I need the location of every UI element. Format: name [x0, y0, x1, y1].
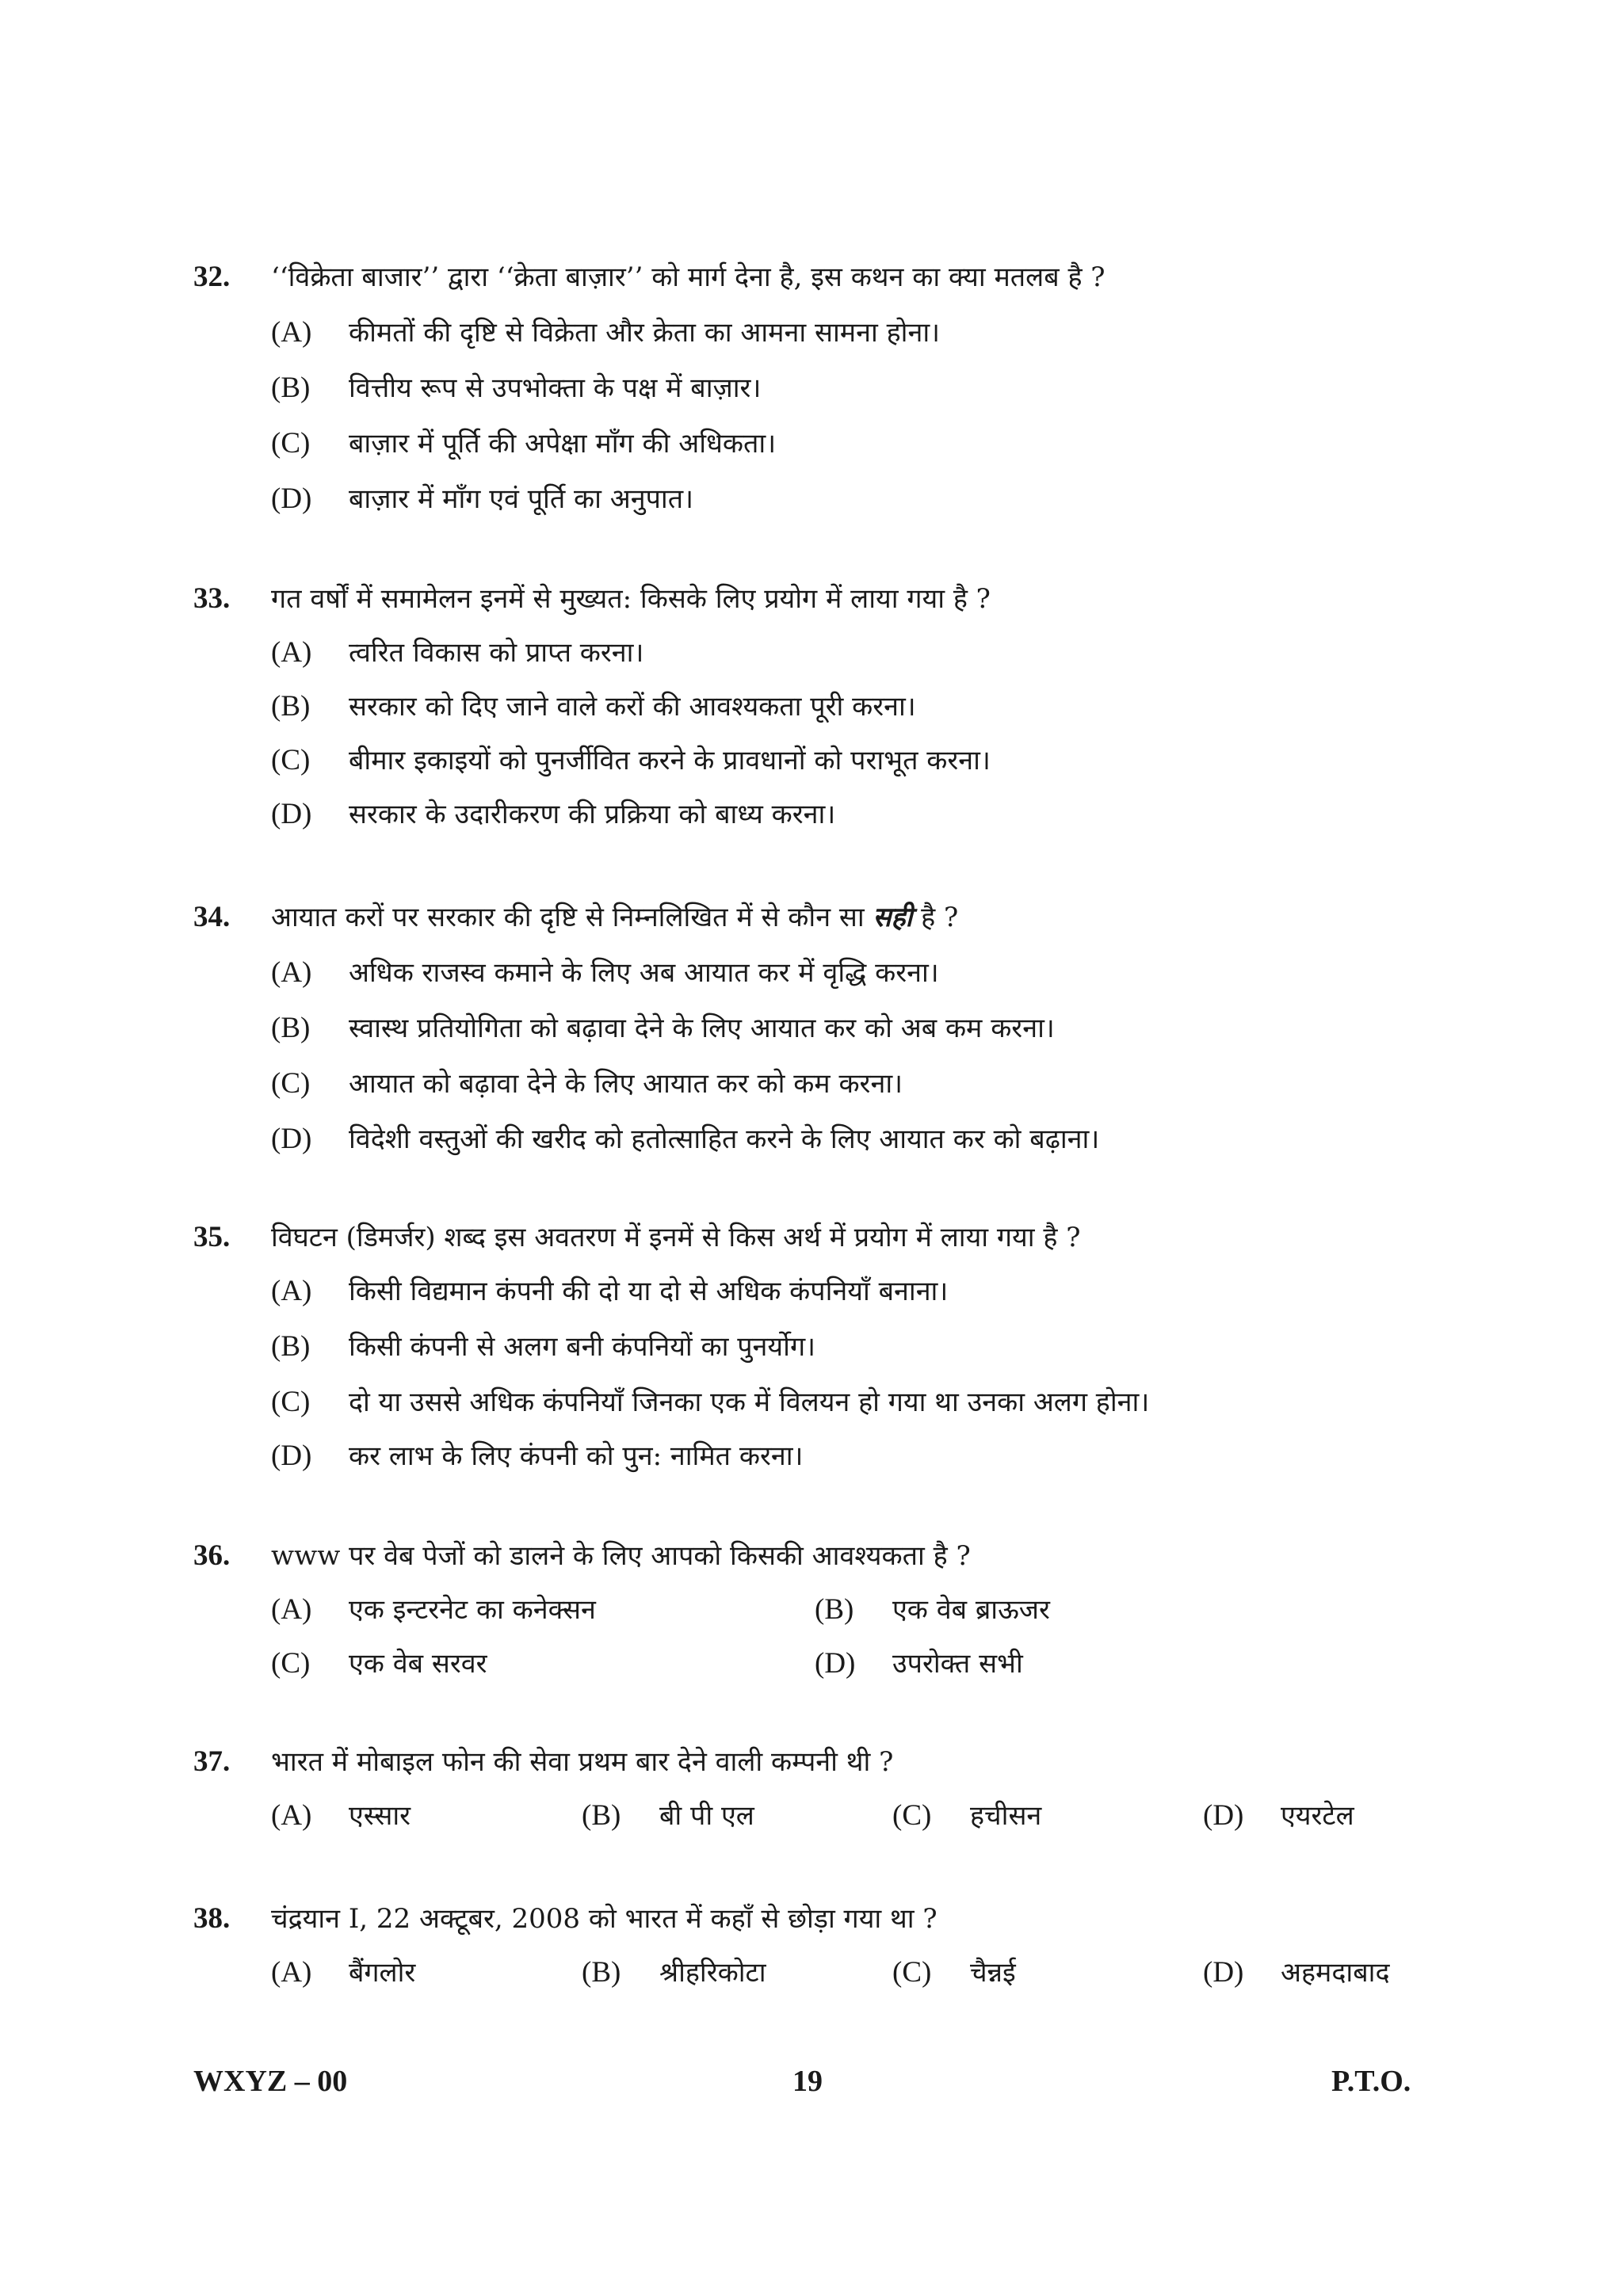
question-text: www पर वेब पेजों को डालने के लिए आपको किसकी आवश्यकता है ?: [271, 1540, 971, 1572]
question-text: ‘‘विक्रेता बाजार’’ द्वारा ‘‘क्रेता बाज़ार’’ को मार्ग देना है, इस कथन का क्या मतलब है ?: [271, 261, 1106, 293]
option-label: (C): [892, 1956, 932, 1989]
option-text: एस्सार: [349, 1800, 411, 1832]
option-label: (A): [271, 316, 312, 349]
question-number: 37.: [193, 1745, 231, 1778]
question-text: गत वर्षों में समामेलन इनमें से मुख्यत: किसके लिए प्रयोग में लाया गया है ?: [271, 583, 991, 615]
option-label: (A): [271, 1275, 312, 1307]
option-text: किसी विद्यमान कंपनी की दो या दो से अधिक कंपनियाँ बनाना।: [349, 1276, 949, 1307]
option-text: बाज़ार में माँग एवं पूर्ति का अनुपात।: [349, 483, 693, 515]
option-label: (B): [271, 372, 311, 404]
option-text: श्रीहरिकोटा: [659, 1957, 766, 1989]
option-label: (D): [271, 482, 312, 515]
option-text: वित्तीय रूप से उपभोक्ता के पक्ष में बाज़ार।: [349, 372, 762, 404]
page-number: 19: [792, 2065, 823, 2098]
question-number: 34.: [193, 901, 231, 933]
option-text: आयात को बढ़ावा देने के लिए आयात कर को कम करना।: [349, 1068, 903, 1100]
option-label: (C): [271, 1647, 311, 1680]
option-label: (B): [582, 1799, 621, 1832]
option-label: (D): [271, 798, 312, 830]
option-label: (C): [271, 1067, 311, 1100]
option-label: (B): [271, 1012, 311, 1044]
option-text: बी पी एल: [659, 1800, 754, 1832]
option-text: एक वेब ब्राऊजर: [892, 1594, 1050, 1626]
question-text: चंद्रयान I, 22 अक्टूबर, 2008 को भारत में कहाँ से छोड़ा गया था ?: [271, 1903, 938, 1935]
question-number: 36.: [193, 1539, 231, 1572]
option-label: (B): [815, 1593, 854, 1626]
option-label: (A): [271, 1956, 312, 1989]
question-text: [271, 900, 958, 935]
option-text: किसी कंपनी से अलग बनी कंपनियों का पुनर्योग।: [349, 1331, 815, 1363]
option-text: बैंगलोर: [349, 1957, 416, 1989]
option-label: (B): [271, 1330, 311, 1363]
option-text: एयरटेल: [1281, 1800, 1354, 1832]
option-label: (D): [1203, 1799, 1244, 1832]
option-text: सरकार के उदारीकरण की प्रक्रिया को बाध्य करना।: [349, 799, 836, 830]
question-number: 38.: [193, 1902, 231, 1935]
option-label: (A): [271, 1799, 312, 1832]
option-label: (C): [271, 744, 311, 776]
question-text: भारत में मोबाइल फोन की सेवा प्रथम बार देने वाली कम्पनी थी ?: [271, 1746, 894, 1778]
option-text: बाज़ार में पूर्ति की अपेक्षा माँग की अधिकता।: [349, 428, 777, 460]
option-label: (D): [271, 1440, 312, 1472]
option-text: अधिक राजस्व कमाने के लिए अब आयात कर में वृद्धि करना।: [349, 957, 939, 989]
question-number: 33.: [193, 582, 231, 615]
option-label: (B): [271, 690, 311, 723]
option-text: बीमार इकाइयों को पुनर्जीवित करने के प्रावधानों को पराभूत करना।: [349, 745, 991, 776]
question-number: 35.: [193, 1221, 231, 1253]
option-text: चैन्नई: [970, 1957, 1016, 1989]
question-text: विघटन (डिमर्जर) शब्द इस अवतरण में इनमें से किस अर्थ में प्रयोग में लाया गया है ?: [271, 1222, 1081, 1253]
paper-code: WXYZ – 00: [193, 2065, 348, 2098]
option-text: विदेशी वस्तुओं की खरीद को हतोत्साहित करने के लिए आयात कर को बढ़ाना।: [349, 1123, 1100, 1155]
option-label: (B): [582, 1956, 621, 1989]
option-label: (D): [271, 1123, 312, 1155]
emphasis-word: सही: [873, 902, 913, 933]
option-label: (C): [271, 427, 311, 460]
question-text-part: है ?: [912, 902, 959, 933]
option-text: त्वरित विकास को प्राप्त करना।: [349, 637, 644, 669]
question-number: 32.: [193, 261, 231, 293]
option-label: (C): [892, 1799, 932, 1832]
option-label: (D): [815, 1647, 856, 1680]
option-text: कर लाभ के लिए कंपनी को पुन: नामित करना।: [349, 1440, 804, 1472]
option-text: कीमतों की दृष्टि से विक्रेता और क्रेता का आमना सामना होना।: [349, 317, 941, 349]
option-label: (A): [271, 1593, 312, 1626]
option-text: अहमदाबाद: [1281, 1957, 1390, 1989]
option-text: दो या उससे अधिक कंपनियाँ जिनका एक में विलयन हो गया था उनका अलग होना।: [349, 1386, 1150, 1418]
option-text: सरकार को दिए जाने वाले करों की आवश्यकता पूरी करना।: [349, 691, 916, 723]
option-label: (C): [271, 1386, 311, 1418]
please-turn-over: P.T.O.: [1331, 2065, 1411, 2098]
option-text: स्वास्थ प्रतियोगिता को बढ़ावा देने के लिए आयात कर को अब कम करना।: [349, 1013, 1055, 1044]
option-text: एक वेब सरवर: [349, 1648, 487, 1680]
option-label: (D): [1203, 1956, 1244, 1989]
option-text: एक इन्टरनेट का कनेक्सन: [349, 1594, 596, 1626]
option-text: हचीसन: [970, 1800, 1042, 1832]
question-text-part: आयात करों पर सरकार की दृष्टि से निम्नलिखित में से कौन सा: [271, 902, 873, 933]
option-label: (A): [271, 636, 312, 669]
option-text: उपरोक्त सभी: [892, 1648, 1023, 1680]
option-label: (A): [271, 956, 312, 989]
